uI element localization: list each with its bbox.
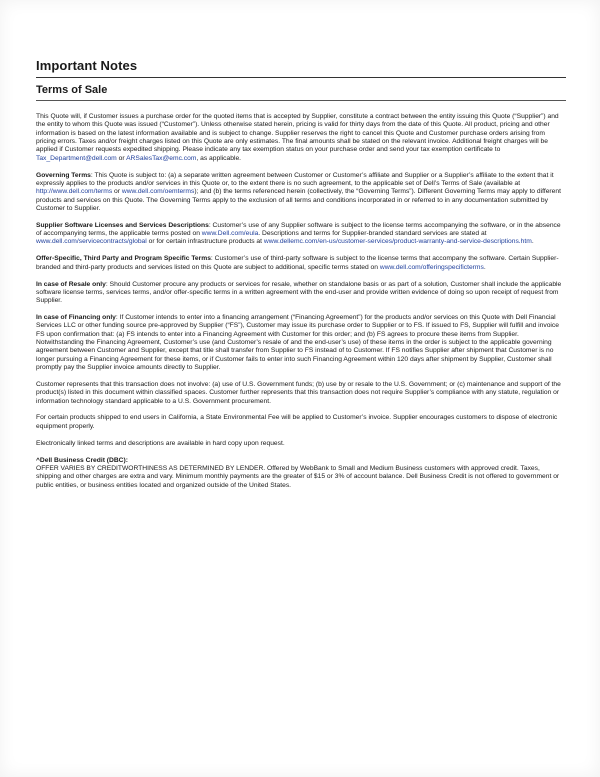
eula-link[interactable]: www.Dell.com/eula <box>201 230 259 238</box>
oem-terms-link[interactable]: www.dell.com/oemterms <box>121 188 195 196</box>
paragraph-heading: Governing Terms <box>36 171 91 179</box>
terms-document <box>36 58 566 498</box>
paragraph-heading: Supplier Software Licenses and Services Descriptions <box>36 221 209 229</box>
paragraph-quote-validity: This Quote will, if Customer issues a purchase order for the quoted items that is accepted by Supplier, constitute a contract between the entity issuing this Quote (“Supplier”) and the entity to whom this Quote was issued (“Customer”). Unless otherwise stated herein, pricing is valid for thirty days from the date of this Quote. All product, pricing and other information is based on the latest information available and is subject to change. Supplier reserves the right to cancel this Quote and Customer purchase orders arising from pricing errors. Taxes and/or freight charges listed on this Quote are only estimates. The final amounts shall be stated on the relevant invoice. Additional freight charges will be applied if Customer requests expedited shipping. Please indicate any tax exemption status on your purchase order and send your tax exemption certificate to Tax_Department@dell.com or ARSalesTax@emc.com, as applicable. <box>36 113 559 162</box>
paragraph-california-fee: For certain products shipped to end users in California, a State Environmental Fee will be applied to Customer’s invoice. Supplier encourages customers to dispose of electronic equipment properly. <box>36 414 558 430</box>
paragraph-government: Customer represents that this transaction does not involve: (a) use of U.S. Government funds; (b) use by or resale to the U.S. Government; or (c) maintenance and support of the product(s) listed in this document within classified spaces. Customer further represents that this transaction does not require Supplier’s compliance with any statute, regulation or information technology standard applicable to a U.S. Government procurement. <box>36 380 561 405</box>
ar-sales-tax-email-link[interactable]: ARSalesTax@emc.com <box>126 154 197 162</box>
paragraph-resale: In case of Resale only: Should Customer procure any products or services for resale, whether on standalone basis or as part of a solution, Customer shall include the applicable software license terms, services terms, and/or offer-specific terms in a written agreement with the end-user and provide written evidence of doing so upon receipt of request from Supplier. <box>36 280 562 305</box>
paragraph-heading: In case of Resale only <box>36 280 106 288</box>
paragraph-software-licenses: Supplier Software Licenses and Services Descriptions: Customer’s use of any Supplier software is subject to the license terms accompanying the software, or in the absence of accompanying terms, the applicable terms posted on www.Dell.com/eula. Descriptions and terms for Supplier-branded standard services are stated at www.dell.com/servicecontracts/global or for certain infrastructure products at www.dellemc.com/en-us/customer-services/product-warranty-and-service-descriptions.htm. <box>36 221 561 246</box>
paragraph-financing: In case of Financing only: If Customer intends to enter into a financing arrangement (“Financing Agreement”) for the products and/or services on this Quote with Dell Financial Services LLC or other funding source pre-approved by Supplier (“FS”), Customer may issue its purchase order to Supplier or to FS. If issued to FS, Supplier will fulfill and invoice FS upon confirmation that: (a) FS intends to enter into a Financing Agreement with Customer for this order; and (b) FS agrees to procure these items from Supplier. Notwithstanding the Financing Agreement, Customer’s use (and Customer’s resale of and the end-user’s use) of these items in the order is subject to the applicable governing agreement between Customer and Supplier, except that title shall transfer from Supplier to FS instead of to Customer. If FS notifies Supplier after shipment that Customer is no longer pursuing a Financing Agreement for these items, or if Customer fails to enter into such Financing Agreement within 120 days after shipment by Supplier, Customer shall promptly pay the Supplier invoice amounts directly to Supplier. <box>36 314 559 372</box>
offering-specific-terms-link[interactable]: www.dell.com/offeringspecificterms <box>379 263 484 271</box>
paragraph-heading: ^Dell Business Credit (DBC): <box>36 456 128 464</box>
page-title: Important Notes <box>36 58 138 73</box>
tax-department-email-link[interactable]: Tax_Department@dell.com <box>36 154 117 162</box>
dell-terms-link[interactable]: http://www.dell.com/terms <box>36 188 113 196</box>
paragraph-offer-specific-terms: Offer-Specific, Third Party and Program Specific Terms: Customer’s use of third-party software is subject to the license terms that accompany the software. Certain Supplier-branded and third-party products and services listed on this Quote are subject to additional, specific terms stated on www.dell.com/offeringspecificterms. <box>36 255 559 271</box>
section-divider <box>36 100 566 101</box>
paragraph-text: This Quote will, if Customer issues a purchase order for the quoted items that is accepted by Supplier, constitute a contract between the entity issuing this Quote (“Supplier”) and the entity to whom this Quote was issued (“Customer”). Unless otherwise stated herein, pricing is valid for thirty days from the date of this Quote. All product, pricing and other information is based on the latest information available and is subject to change. Supplier reserves the right to cancel this Quote and Customer purchase orders arising from pricing errors. Taxes and/or freight charges listed on this Quote are only estimates. The final amounts shall be stated on the relevant invoice. Additional freight charges will be applied if Customer requests expedited shipping. Please indicate any tax exemption status on your purchase order and send your tax exemption certificate to <box>36 113 559 154</box>
section-title: Terms of Sale <box>36 84 108 96</box>
paragraph-heading: Offer-Specific, Third Party and Program Specific Terms <box>36 255 211 263</box>
title-divider <box>36 77 566 78</box>
paragraph-heading: In case of Financing only <box>36 314 116 322</box>
paragraph-hard-copy: Electronically linked terms and descriptions are available in hard copy upon request. <box>36 439 285 447</box>
paragraph-governing-terms: Governing Terms: This Quote is subject to: (a) a separate written agreement between Customer or Customer’s affiliate and Supplier or a Supplier’s affiliate to the extent that it expressly applies to the products and/or services in this Quote or, to the extent there is no such agreement, to the applicable set of Dell’s Terms of Sale (available at http://www.dell.com/terms or www.dell.com/oemterms); and (b) the terms referenced herein (collectively, the “Governing Terms”). Different Governing Terms may apply to different products and services on this Quote. The Governing Terms apply to the exclusion of all terms and conditions incorporated in or referred to in any documentation submitted by Customer to Supplier. <box>36 171 561 212</box>
service-contracts-link[interactable]: www.dell.com/servicecontracts/global <box>36 238 147 246</box>
paragraph-business-credit: ^Dell Business Credit (DBC): OFFER VARIES BY CREDITWORTHINESS AS DETERMINED BY LENDER. Offered by WebBank to Small and Medium Business customers with approved credit. Taxes, shipping and other charges are extra and vary. Minimum monthly payments are the greater of $15 or 3% of account balance. Dell Business Credit is not offered to government or public entities, or business entities located and organized outside of the United States. <box>36 456 560 489</box>
service-descriptions-link[interactable]: www.dellemc.com/en-us/customer-services/product-warranty-and-service-descriptions.htm <box>263 238 532 246</box>
